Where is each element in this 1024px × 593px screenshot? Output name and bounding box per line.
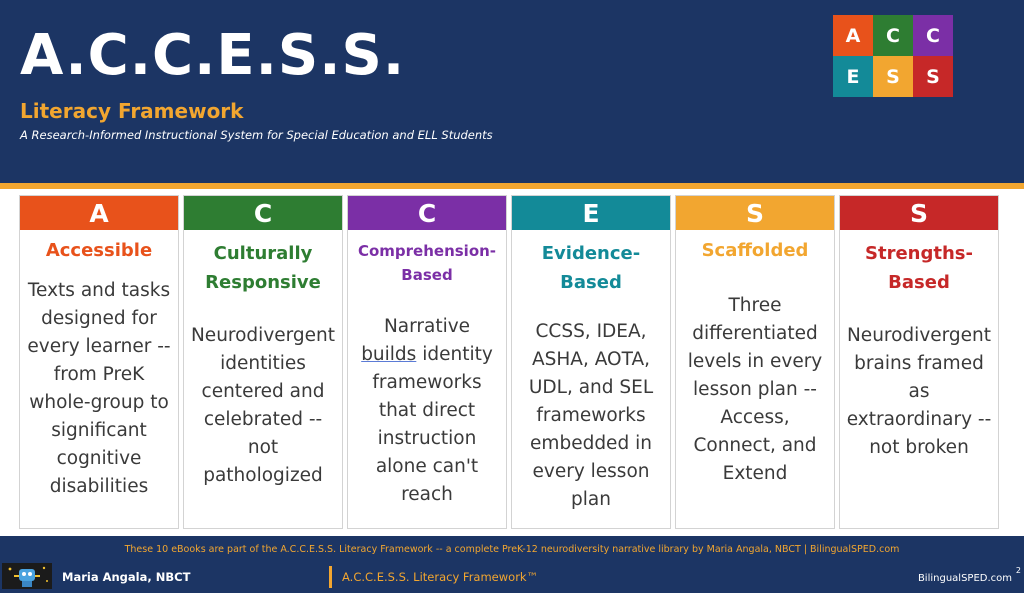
card-description: Neurodivergent identities centered and celebrated -- not pathologized bbox=[190, 325, 336, 486]
robot-icon bbox=[2, 563, 52, 589]
card-description: CCSS, IDEA, ASHA, AOTA, UDL, and SEL frameworks embedded in every lesson plan bbox=[528, 321, 654, 510]
underlined-word: builds bbox=[361, 344, 417, 365]
card-letter: A bbox=[20, 196, 178, 230]
page-subtitle: Literacy Framework bbox=[20, 99, 244, 123]
card-letter: C bbox=[348, 196, 506, 230]
footer-brand: A.C.C.E.S.S. Literacy Framework™ bbox=[342, 570, 539, 584]
card-description: Three differentiated levels in every lesson plan -- Access, Connect, and Extend bbox=[687, 295, 823, 484]
logo-letter-s2: S bbox=[913, 56, 953, 97]
card-description-start: Narrative bbox=[383, 316, 471, 337]
card-letter: E bbox=[512, 196, 670, 230]
page-title: A.C.C.E.S.S. bbox=[20, 23, 406, 88]
footer-site: BilingualSPED.com bbox=[917, 573, 1012, 584]
card-title: Scaffolded bbox=[701, 240, 809, 261]
access-logo bbox=[833, 15, 953, 97]
card-title: Accessible bbox=[45, 240, 153, 261]
footer-note: These 10 eBooks are part of the A.C.C.E.S.S. Literacy Framework -- a complete PreK-12 neurodiversity narrative library by Maria Angala, NBCT | BilingualSPED.com bbox=[124, 544, 900, 555]
card-letter: S bbox=[676, 196, 834, 230]
card-title: Strengths-Based bbox=[865, 243, 973, 293]
footer bbox=[0, 536, 1024, 593]
logo-letter-a: A bbox=[833, 15, 873, 56]
card-title: Culturally Responsive bbox=[205, 243, 321, 293]
card-accessible bbox=[19, 195, 179, 529]
page-tagline: A Research-Informed Instructional System for Special Education and ELL Students bbox=[20, 128, 493, 142]
logo-letter-e: E bbox=[833, 56, 873, 97]
card-title: Comprehension-Based bbox=[357, 242, 497, 284]
card-evidence-based bbox=[511, 195, 671, 529]
card-scaffolded bbox=[675, 195, 835, 529]
card-title: Evidence-Based bbox=[541, 243, 641, 293]
card-description-end: identity frameworks that direct instruction alone can't reach bbox=[372, 344, 493, 505]
logo-letter-c2: C bbox=[913, 15, 953, 56]
card-comprehension-based bbox=[347, 195, 507, 529]
card-description bbox=[354, 313, 500, 509]
page-number: 2 bbox=[1015, 566, 1021, 575]
card-strengths-based bbox=[839, 195, 999, 529]
header-banner bbox=[0, 0, 1024, 183]
footer-divider bbox=[329, 566, 332, 588]
logo-letter-c1: C bbox=[873, 15, 913, 56]
card-letter: C bbox=[184, 196, 342, 230]
header-divider bbox=[0, 183, 1024, 189]
card-letter: S bbox=[840, 196, 998, 230]
author-name: Maria Angala, NBCT bbox=[62, 570, 191, 584]
card-description: Texts and tasks designed for every learner -- from PreK whole-group to significant cognitive disabilities bbox=[27, 280, 171, 497]
card-description: Neurodivergent brains framed as extraordinary -- not broken bbox=[846, 325, 992, 458]
card-culturally-responsive bbox=[183, 195, 343, 529]
logo-letter-s1: S bbox=[873, 56, 913, 97]
author-avatar bbox=[2, 563, 52, 589]
